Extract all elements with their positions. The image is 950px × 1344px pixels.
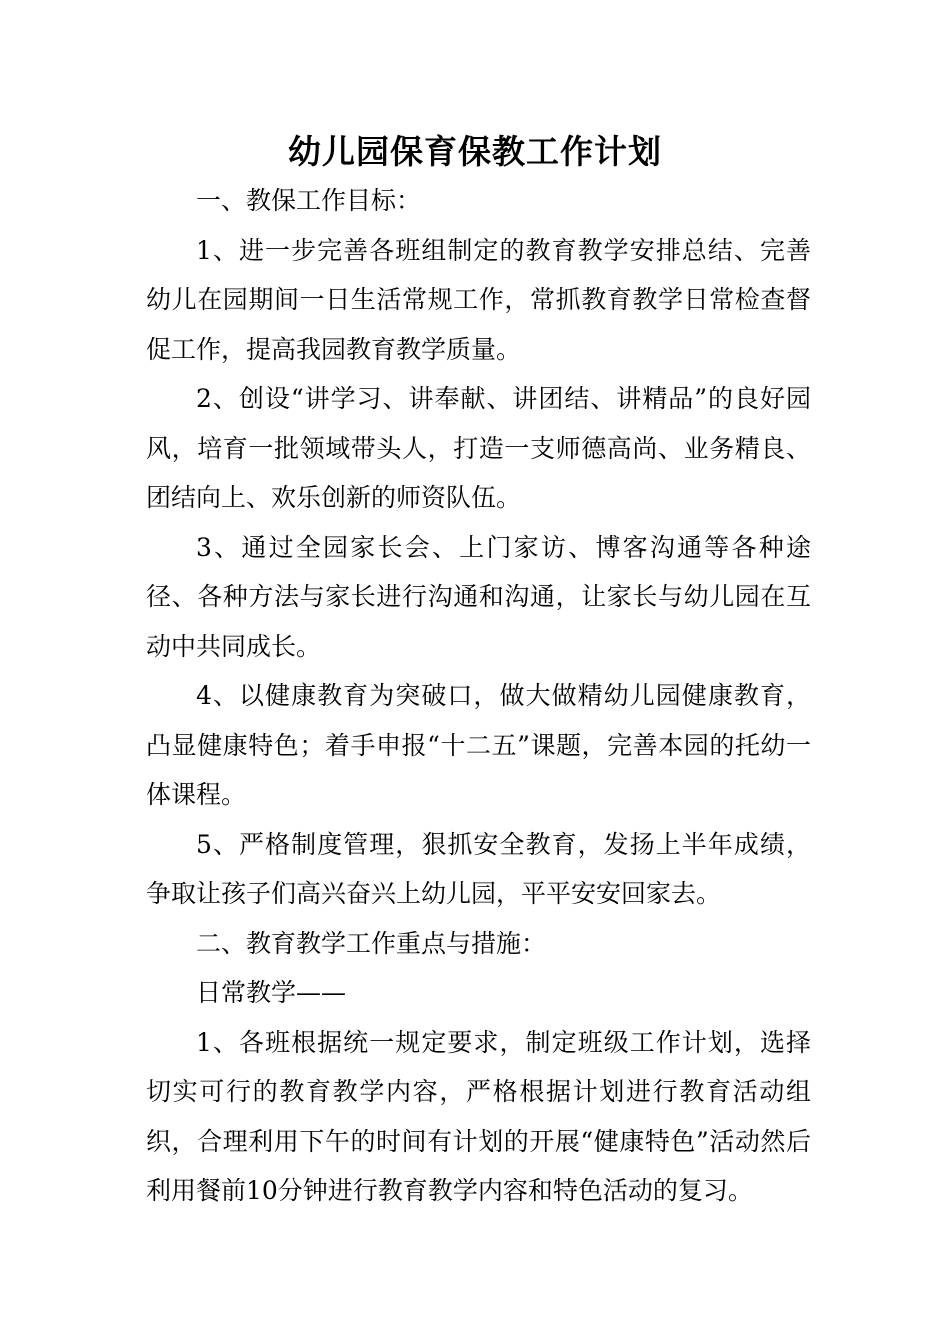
paragraph-section-two-heading: 二、教育教学工作重点与措施： bbox=[196, 928, 547, 958]
paragraph-goal-2: 2、创设“讲学习、讲奉献、讲团结、讲精品”的良好园风，培育一批领域带头人，打造一支师德高尚、业务精良、团结向上、欢乐创新的师资队伍。 bbox=[146, 384, 811, 512]
document-title: 幼儿园保育保教工作计划 bbox=[288, 132, 662, 171]
document-body bbox=[146, 176, 811, 1216]
paragraph-daily-teaching-heading: 日常教学—— bbox=[196, 978, 347, 1007]
paragraph-goal-1: 1、进一步完善各班组制定的教育教学安排总结、完善幼儿在园期间一日生活常规工作，常抓教育教学日常检查督促工作，提高我园教育教学质量。 bbox=[146, 235, 811, 364]
paragraph-goal-3: 3、通过全园家长会、上门家访、博客沟通等各种途径、各种方法与家长进行沟通和沟通，让家长与幼儿园在互动中共同成长。 bbox=[146, 532, 811, 661]
paragraph-section-one-heading: 一、教保工作目标： bbox=[196, 186, 422, 215]
paragraph-goal-5: 5、严格制度管理，狠抓安全教育，发扬上半年成绩，争取让孩子们高兴奋兴上幼儿园，平平安安回家去。 bbox=[146, 829, 811, 908]
paragraph-measure-1: 1、各班根据统一规定要求，制定班级工作计划，选择切实可行的教育教学内容，严格根据计划进行教育活动组织，合理利用下午的时间有计划的开展“健康特色”活动然后利用餐前10分钟进行教育教学内容和特色活动的复习。 bbox=[146, 1027, 811, 1205]
paragraph-goal-4: 4、以健康教育为突破口，做大做精幼儿园健康教育，凸显健康特色；着手申报“十二五”课题，完善本园的托幼一体课程。 bbox=[146, 681, 811, 809]
